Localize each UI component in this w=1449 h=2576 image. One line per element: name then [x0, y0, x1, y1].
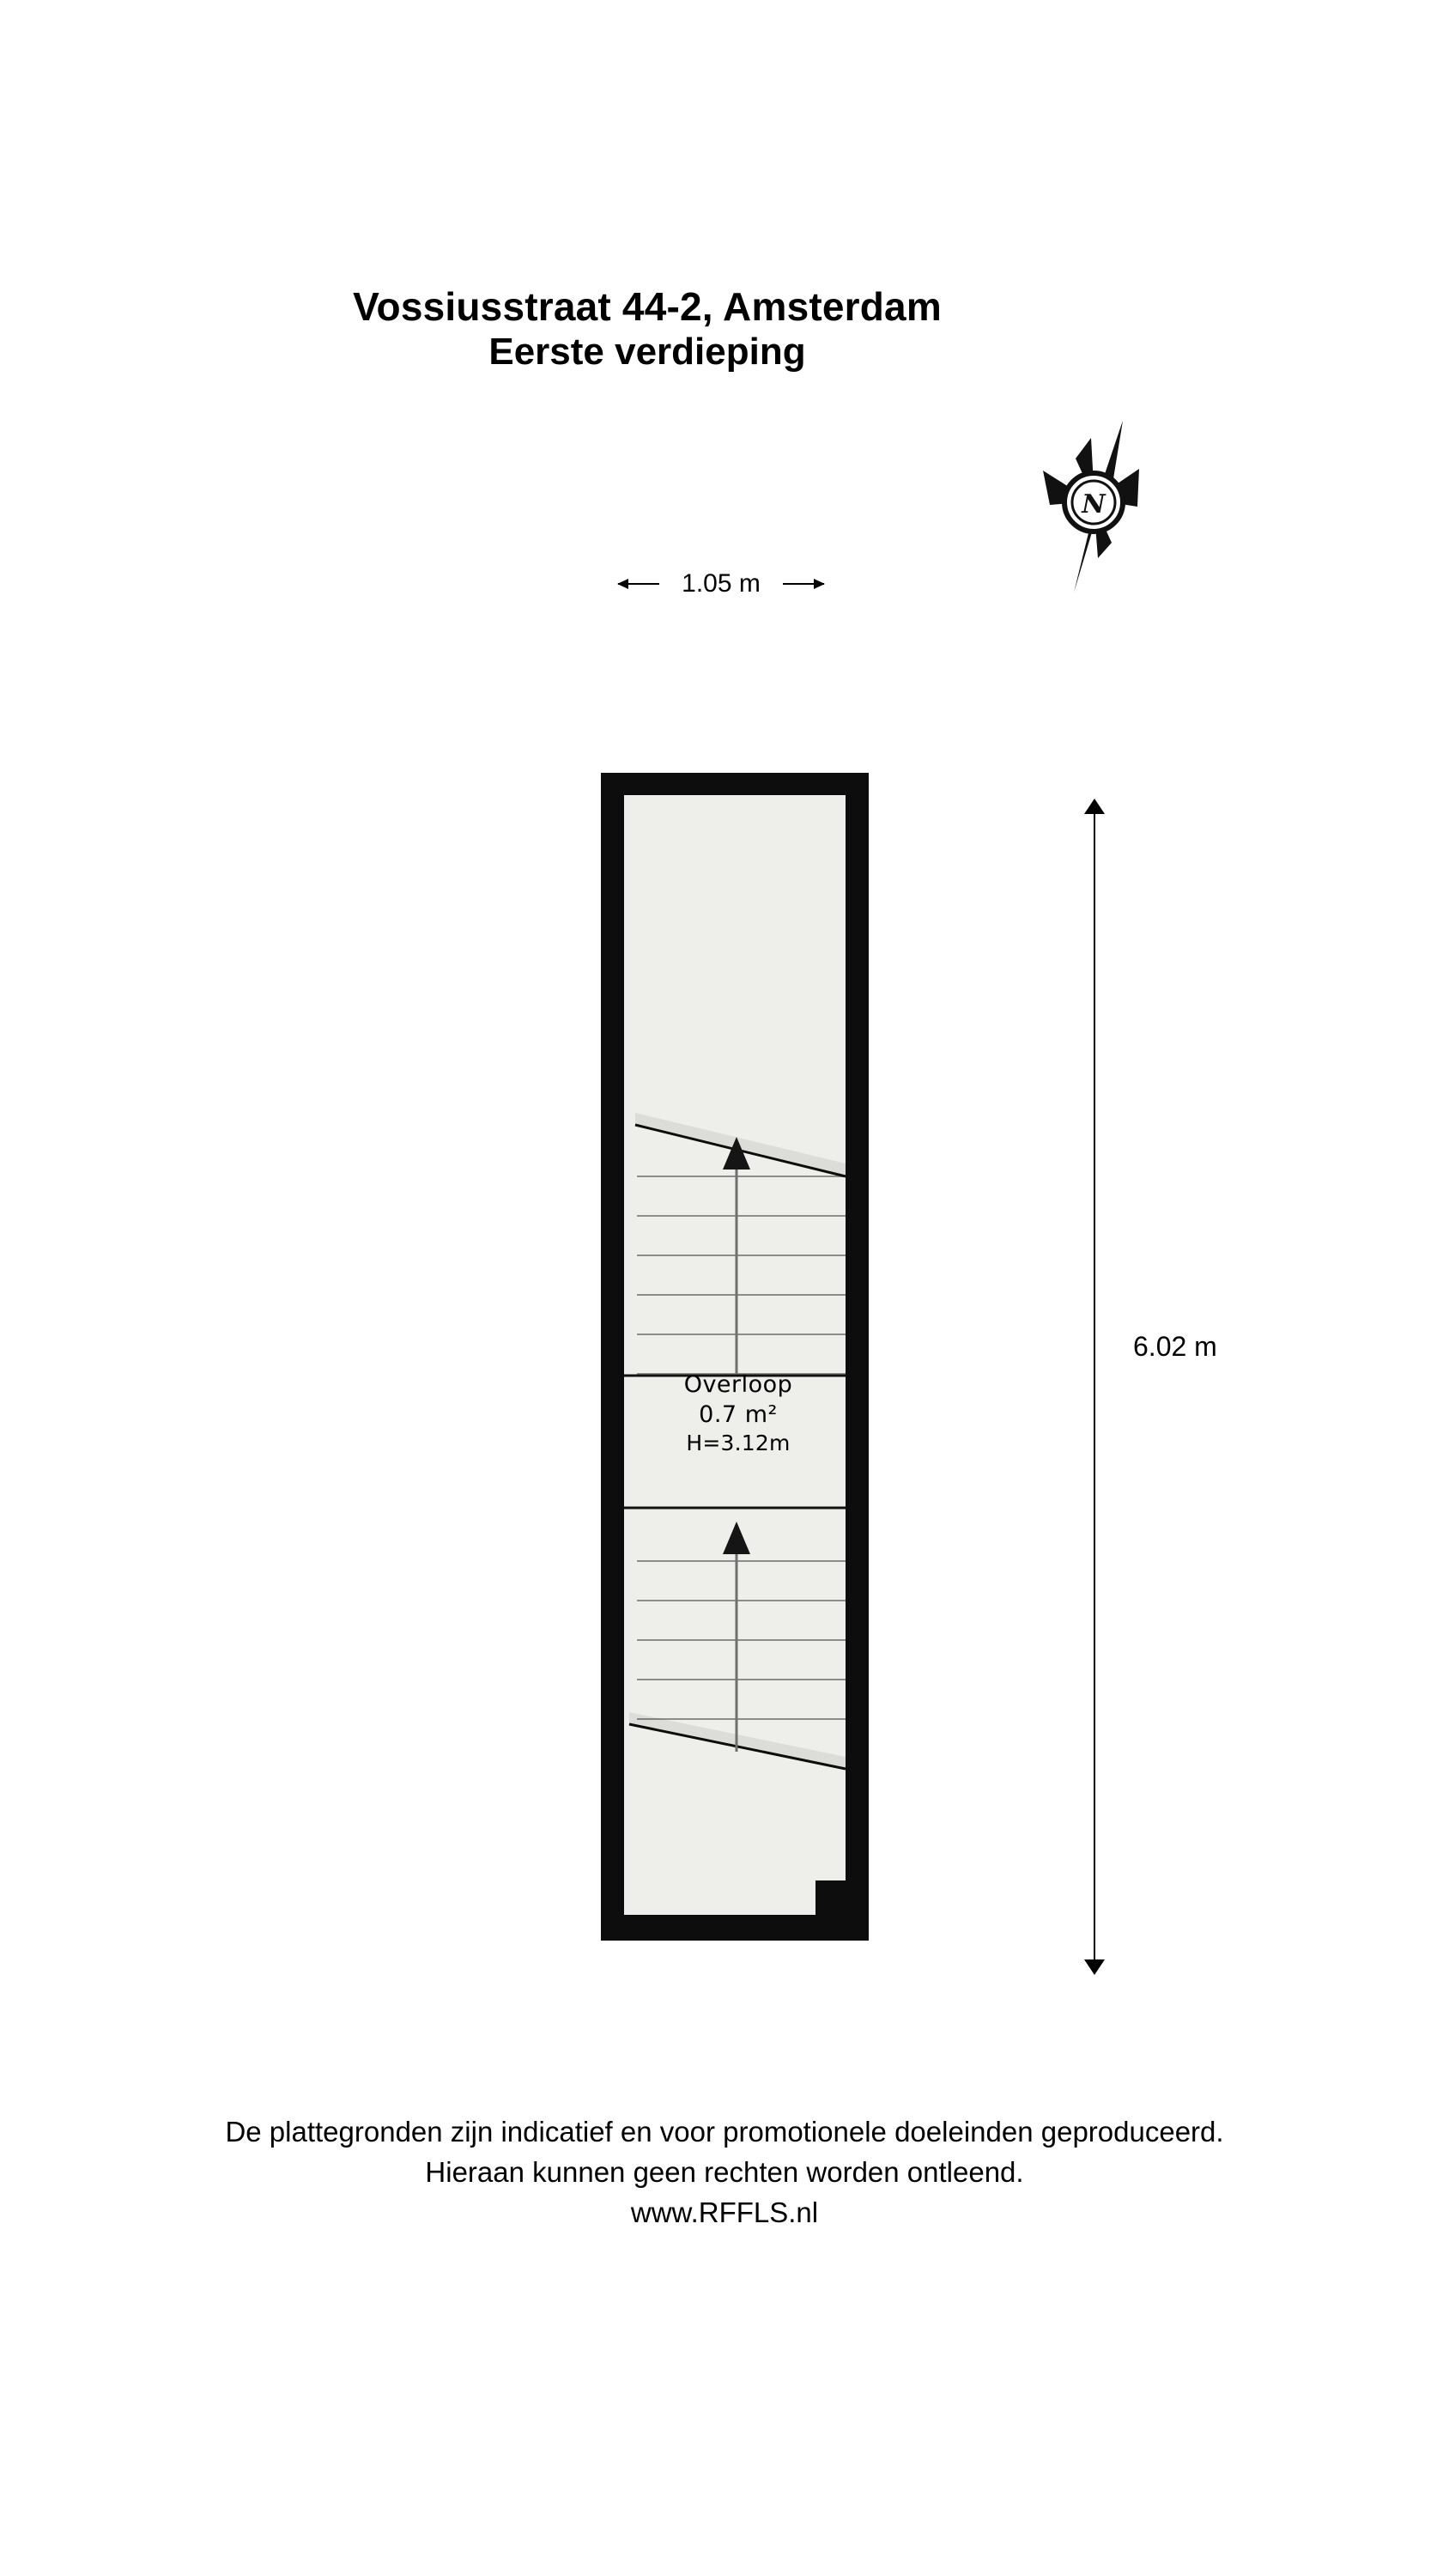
page-title: [0, 283, 1449, 374]
height-dimension-label: 6.02 m: [1133, 1331, 1217, 1362]
dimension-line: [1094, 812, 1095, 1961]
footer-line-2: Hieraan kunnen geen rechten worden ontleend.: [425, 2155, 1024, 2188]
footer-line-1: De plattegronden zijn indicatief en voor promotionele doeleinden geproduceerd.: [225, 2116, 1224, 2148]
room-area: 0.7 m²: [699, 1401, 778, 1429]
footer-website: www.RFFLS.nl: [630, 2196, 819, 2228]
width-dimension: [601, 567, 841, 601]
floorplan-drawing: [601, 773, 876, 1133]
footer-disclaimer: [0, 2112, 1449, 2233]
height-dimension: [1069, 799, 1217, 1975]
room-name: Overloop: [683, 1371, 793, 1398]
dimension-arrow-down-icon: [1084, 1959, 1105, 1975]
width-dimension-label: 1.05 m: [682, 569, 761, 598]
title-floor: Eerste verdieping: [488, 331, 806, 374]
compass-icon: [1009, 421, 1172, 592]
room-height: H=3.12m: [686, 1431, 791, 1456]
svg-text:N: N: [1082, 489, 1106, 519]
title-address: Vossiusstraat 44-2, Amsterdam: [353, 284, 942, 329]
